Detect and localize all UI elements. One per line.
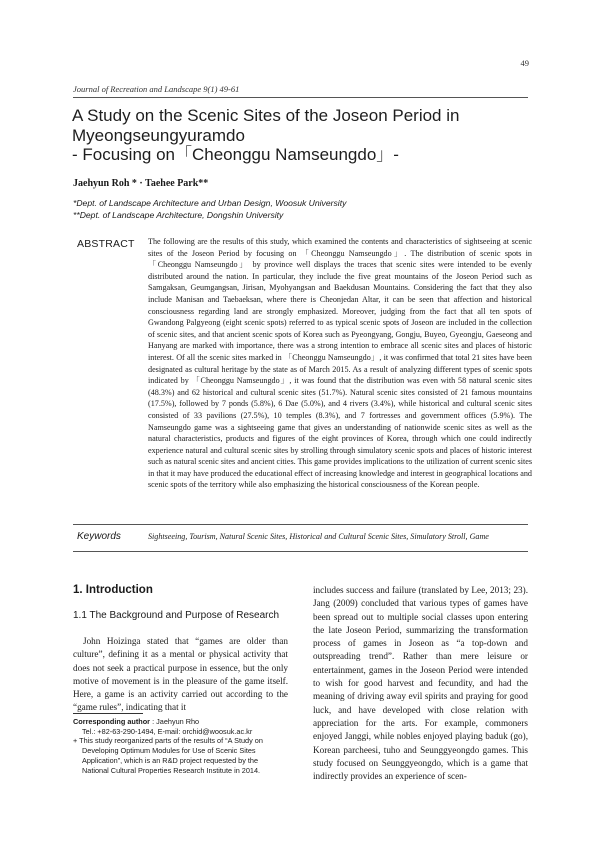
abstract-heading: ABSTRACT — [77, 238, 135, 250]
funding-note-4: National Cultural Properties Research Institute in 2014. — [82, 765, 261, 775]
paper-title — [72, 106, 532, 165]
footnote-divider — [73, 713, 143, 714]
abstract-text — [148, 236, 532, 491]
corresponding-author — [73, 717, 293, 727]
abstract-paragraph: The following are the results of this study, which examined the contents and characteristics of sightseeing at scenic sites of the Joseon Period by focusing on 「Cheonggu Namseungdo」. The distribution of scenic spots in 「Cheonggu Namseungdo」 by province well displays the traces that scenic sites were intended to be evenly distributed around the nation. In particular, they include the five great mountains of the Joseon Period such as Samgaksan, Geumgangsan, Jirisan, Myohyangsan and Baekdusan Mountains. Considering the fact that they also include Manisan and Taebaeksan, where there is Cheonjedan Altar, it can be seen that affection and historical consciousness regarding land are strongly emphasized. Moreover, judging from the fact that all ten spots of Gwandong Palgyeong (eight scenic spots) referred to as typical scenic spots of Joseon are included in the collection of scenic sites, and that ancient scenic spots of Korea such as Pyeongyang, Gongju, Buyeo, Gyeongju, Gaeseong and Hanyang are marked with importance, there was a strong intention to embrace all scenic sites and places of historic interest. Of all the scenic sites marked in 「Cheonggu Namseungdo」, it was confirmed that total 21 sites have been designated as cultural heritage by the state as of March 2015. As a result of analyzing different types of scenic spots indicated by 「Cheonggu Namseungdo」, it was found that the distribution was even with 58 natural scenic sites (48.3%) and 62 historical and cultural scenic sites (51.7%). Natural scenic sites consisted of 21 famous mountains (17.5%), followed by 7 ponds (5.8%), 6 Dae (5.0%), and 4 rivers (3.4%), while historical and cultural scenic sites consisted of 33 pavilions (27.5%), 10 temples (8.3%), and 7 fortresses and government offices (5.9%). The Namseungdo game was a sightseeing game that gives an understanding of nationwide scenic sites as well as the natural characteristics, products and figures of the eight provinces of Korea, through which one could indirectly experience natural and cultural scenic sites by strolling through simulatory scenic spots and places of historic interest such as natural scenic sites and ancient cities. This game provides implications to the utilization of current scenic sites in that it may have produced the educational effect of increasing knowledge and interest in geographical locations and scenic spots of the territory while also emphasizing the historical consciousness of the Korean people. — [148, 237, 532, 490]
contact-info: Tel.: +82-63-290-1494, E-mail: orchid@woosuk.ac.kr — [82, 726, 253, 736]
intro-paragraph-right: includes success and failure (translated by Lee, 2013; 23). Jang (2009) concluded that various types of games have been spread out to multiple social classes upon entering the late Joseon Period, summarizing the transformation process of games in Joseon as “a top-down and outspreading trend”. Rather than mere leisure or entertainment, games in the Joseon Period were intended to wish for good harvest and fecundity, and had the meaning of driving away evil spirits and praying for good luck, and have developed with close relation with appreciation for the arts. For example, commoners enjoyed Janggi, while nobles enjoyed playing baduk (go), Korean parcheesi, tuho and Seunggyeongdo games. This study focused on Seunggyeongdo, which is a game that indirectly provides an experience of scen- — [313, 585, 528, 782]
intro-paragraph-left: John Hoizinga stated that “games are older than culture”, defining it as a mental or physical activity that does not seek a practical purpose in essence, but the only motive of movement is in the pleasure of the game itself. Here, a game is an activity carried out according to the “game rules”, indicating that it — [73, 636, 288, 713]
funding-note-3: Application”, which is an R&D project requested by the — [82, 755, 259, 765]
affiliation-1: *Dept. of Landscape Architecture and Urban Design, Woosuk University — [73, 198, 347, 208]
funding-note-1: + This study reorganized parts of the results of “A Study on — [73, 736, 263, 746]
affiliation-2: **Dept. of Landscape Architecture, Dongshin University — [73, 210, 284, 220]
header-divider — [73, 97, 528, 98]
corresponding-author-label: Corresponding author — [73, 717, 151, 726]
title-line-1: A Study on the Scenic Sites of the Joseon Period in — [72, 106, 460, 125]
journal-citation: Journal of Recreation and Landscape 9(1) 49-61 — [73, 84, 240, 94]
title-subtitle: - Focusing on「Cheonggu Namseungdo」- — [72, 145, 399, 164]
corresponding-author-name: : Jaehyun Rho — [152, 717, 200, 726]
subsection-heading: 1.1 The Background and Purpose of Research — [73, 610, 280, 621]
keywords-bottom-divider — [73, 551, 528, 552]
left-column — [73, 584, 288, 715]
footnotes — [73, 717, 293, 775]
keywords-top-divider — [73, 524, 528, 525]
section-heading: 1. Introduction — [73, 584, 153, 596]
funding-note-2: Developing Optimum Modules for Use of Scenic Sites — [82, 746, 256, 756]
author-list: Jaehyun Roh * · Taehee Park** — [73, 178, 209, 189]
keywords-list: Sightseeing, Tourism, Natural Scenic Sites, Historical and Cultural Scenic Sites, Simulatory Stroll, Game — [148, 532, 489, 541]
right-column — [313, 584, 528, 783]
affiliations — [73, 197, 346, 221]
title-line-2: Myeongseungyuramdo — [72, 125, 245, 145]
keywords-heading: Keywords — [77, 531, 121, 542]
page-number: 49 — [520, 58, 529, 68]
